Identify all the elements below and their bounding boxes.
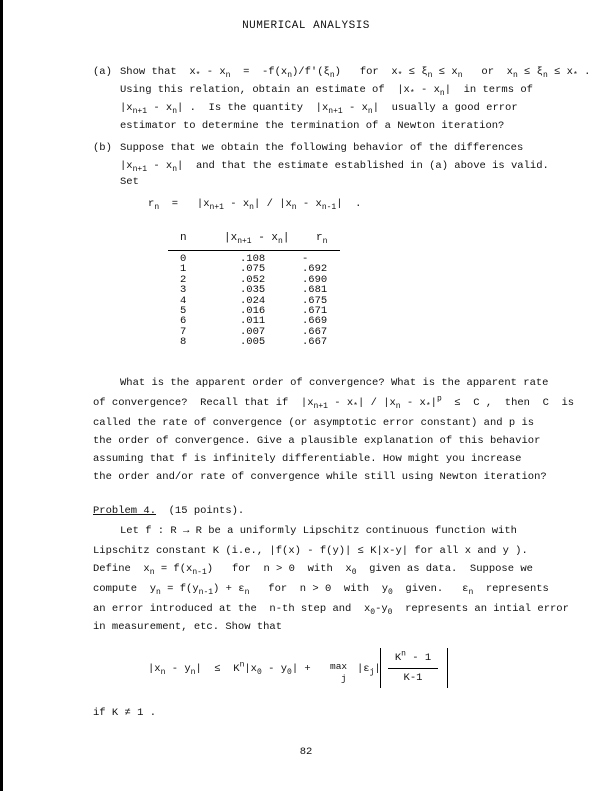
table-header-n: n	[180, 232, 187, 244]
part-b-label: (b)	[93, 142, 112, 154]
max-index: j	[341, 674, 347, 684]
question-order-line4: the order of convergence. Give a plausible explanation of this behavior	[93, 435, 541, 447]
part-b-set: Set	[120, 176, 139, 188]
table-cell-r: .671	[302, 304, 328, 317]
table-cell-r: .692	[302, 263, 328, 276]
question-order-line2: of convergence? Recall that if $|x_{n+1} - x_*| / |x_n - x_*|^p \le C$ , then C is	[93, 394, 575, 412]
table-cell-r: .667	[302, 325, 328, 338]
part-a-line2: Using this relation, obtain an estimate of $|x_* - x_n|$ in terms of	[120, 84, 533, 99]
part-a-line4: estimator to determine the termination of a Newton iteration?	[120, 120, 505, 132]
max-operator: max	[330, 661, 348, 672]
question-order-line1: What is the apparent order of convergence? What is the apparent rate	[120, 377, 549, 389]
fraction-denominator: K-1	[403, 672, 423, 684]
table-column-r	[302, 254, 327, 348]
scan-edge-bar	[0, 0, 3, 791]
problem-4-line1: Let f : R → R be a uniformly Lipschitz continuous function with	[120, 525, 517, 537]
problem-4-line4: compute $y_n = f(y_{n-1}) + \varepsilon_n$ for n > 0 with $y_0$ given. $\varepsilon_n$ represents	[93, 583, 549, 598]
problem-4-points: (15 points).	[168, 505, 245, 517]
question-order-line5: assuming that f is infinitely differentiable. How might you increase	[93, 453, 522, 465]
epsilon-abs: $|\varepsilon_j|$	[357, 663, 381, 678]
table-header-r: $r_n$	[316, 232, 328, 247]
problem-4-heading	[93, 505, 244, 518]
table-column-diff	[240, 254, 265, 348]
problem-4-line2: Lipschitz constant K (i.e., |f(x) - f(y)| ≤ K|x-y| for all x and y ).	[93, 545, 528, 557]
question-order-line6: the order and/or rate of convergence while still using Newton iteration?	[93, 471, 547, 483]
table-cell-diff: .024	[240, 294, 266, 307]
problem-4-title: Problem 4.	[93, 505, 157, 517]
table-cell-n: 1	[180, 263, 187, 276]
condition-k-not-one: if K ≠ 1 .	[93, 707, 157, 719]
question-order-line3: called the rate of convergence (or asymptotic error constant) and p is	[93, 417, 535, 429]
rn-definition: $r_n = |x_{n+1} - x_n| / |x_n - x_{n-1}|$ .	[148, 198, 362, 213]
table-cell-r: -	[302, 253, 309, 265]
page-header-title: NUMERICAL ANALYSIS	[242, 20, 370, 32]
table-column-n	[180, 254, 186, 348]
table-cell-r: .681	[302, 284, 328, 297]
table-rule	[168, 250, 340, 251]
table-header-diff: $|x_{n+1} - x_n|$	[224, 232, 290, 247]
table-cell-diff: .016	[240, 304, 266, 317]
page-number: 82	[299, 746, 313, 758]
inequality-lhs: $|x_n - y_n| \le K^n|x_0 - y_0|$ +	[148, 660, 311, 678]
table-cell-n: 3	[180, 284, 187, 297]
table-cell-n: 7	[180, 325, 187, 338]
table-cell-diff: .007	[240, 325, 266, 338]
table-cell-n: 2	[180, 273, 187, 286]
part-a-line1: Show that $x_* - x_n = -f(x_n)/f'(\xi_n)$ for $x_* \le \xi_n \le x_n$ or $x_n \le \xi_n \le x_*$ .	[120, 66, 591, 81]
table-cell-r: .669	[302, 315, 328, 328]
table-cell-diff: .075	[240, 263, 266, 276]
part-a-label: (a)	[93, 66, 112, 78]
table-cell-diff: .108	[240, 253, 266, 265]
table-cell-n: 4	[180, 294, 187, 307]
table-cell-r: .667	[302, 336, 328, 349]
table-cell-r: .675	[302, 294, 328, 307]
problem-4-line3: Define $x_n = f(x_{n-1})$ for n > 0 with $x_0$ given as data. Suppose we	[93, 563, 533, 578]
table-cell-diff: .035	[240, 284, 266, 297]
table-cell-diff: .011	[240, 315, 266, 328]
table-cell-diff: .005	[240, 336, 266, 349]
table-cell-n: 6	[180, 315, 187, 328]
table-cell-n: 5	[180, 304, 187, 317]
problem-4-line6: in measurement, etc. Show that	[93, 621, 283, 633]
table-cell-n: 0	[180, 253, 187, 265]
table-cell-diff: .052	[240, 273, 266, 286]
table-cell-r: .690	[302, 273, 328, 286]
fraction-numerator: $K^n - 1$	[394, 649, 432, 664]
fraction-line	[388, 668, 438, 669]
part-b-line1: Suppose that we obtain the following behavior of the differences	[120, 142, 524, 154]
table-cell-n: 8	[180, 336, 187, 349]
part-a-line3: $|x_{n+1} - x_n|$ . Is the quantity $|x_{n+1} - x_n|$ usually a good error	[120, 102, 518, 117]
part-b-line2: $|x_{n+1} - x_n|$ and that the estimate established in (a) above is valid.	[120, 160, 549, 175]
problem-4-line5: an error introduced at the n-th step and $x_0-y_0$ represents an intial error	[93, 603, 569, 618]
